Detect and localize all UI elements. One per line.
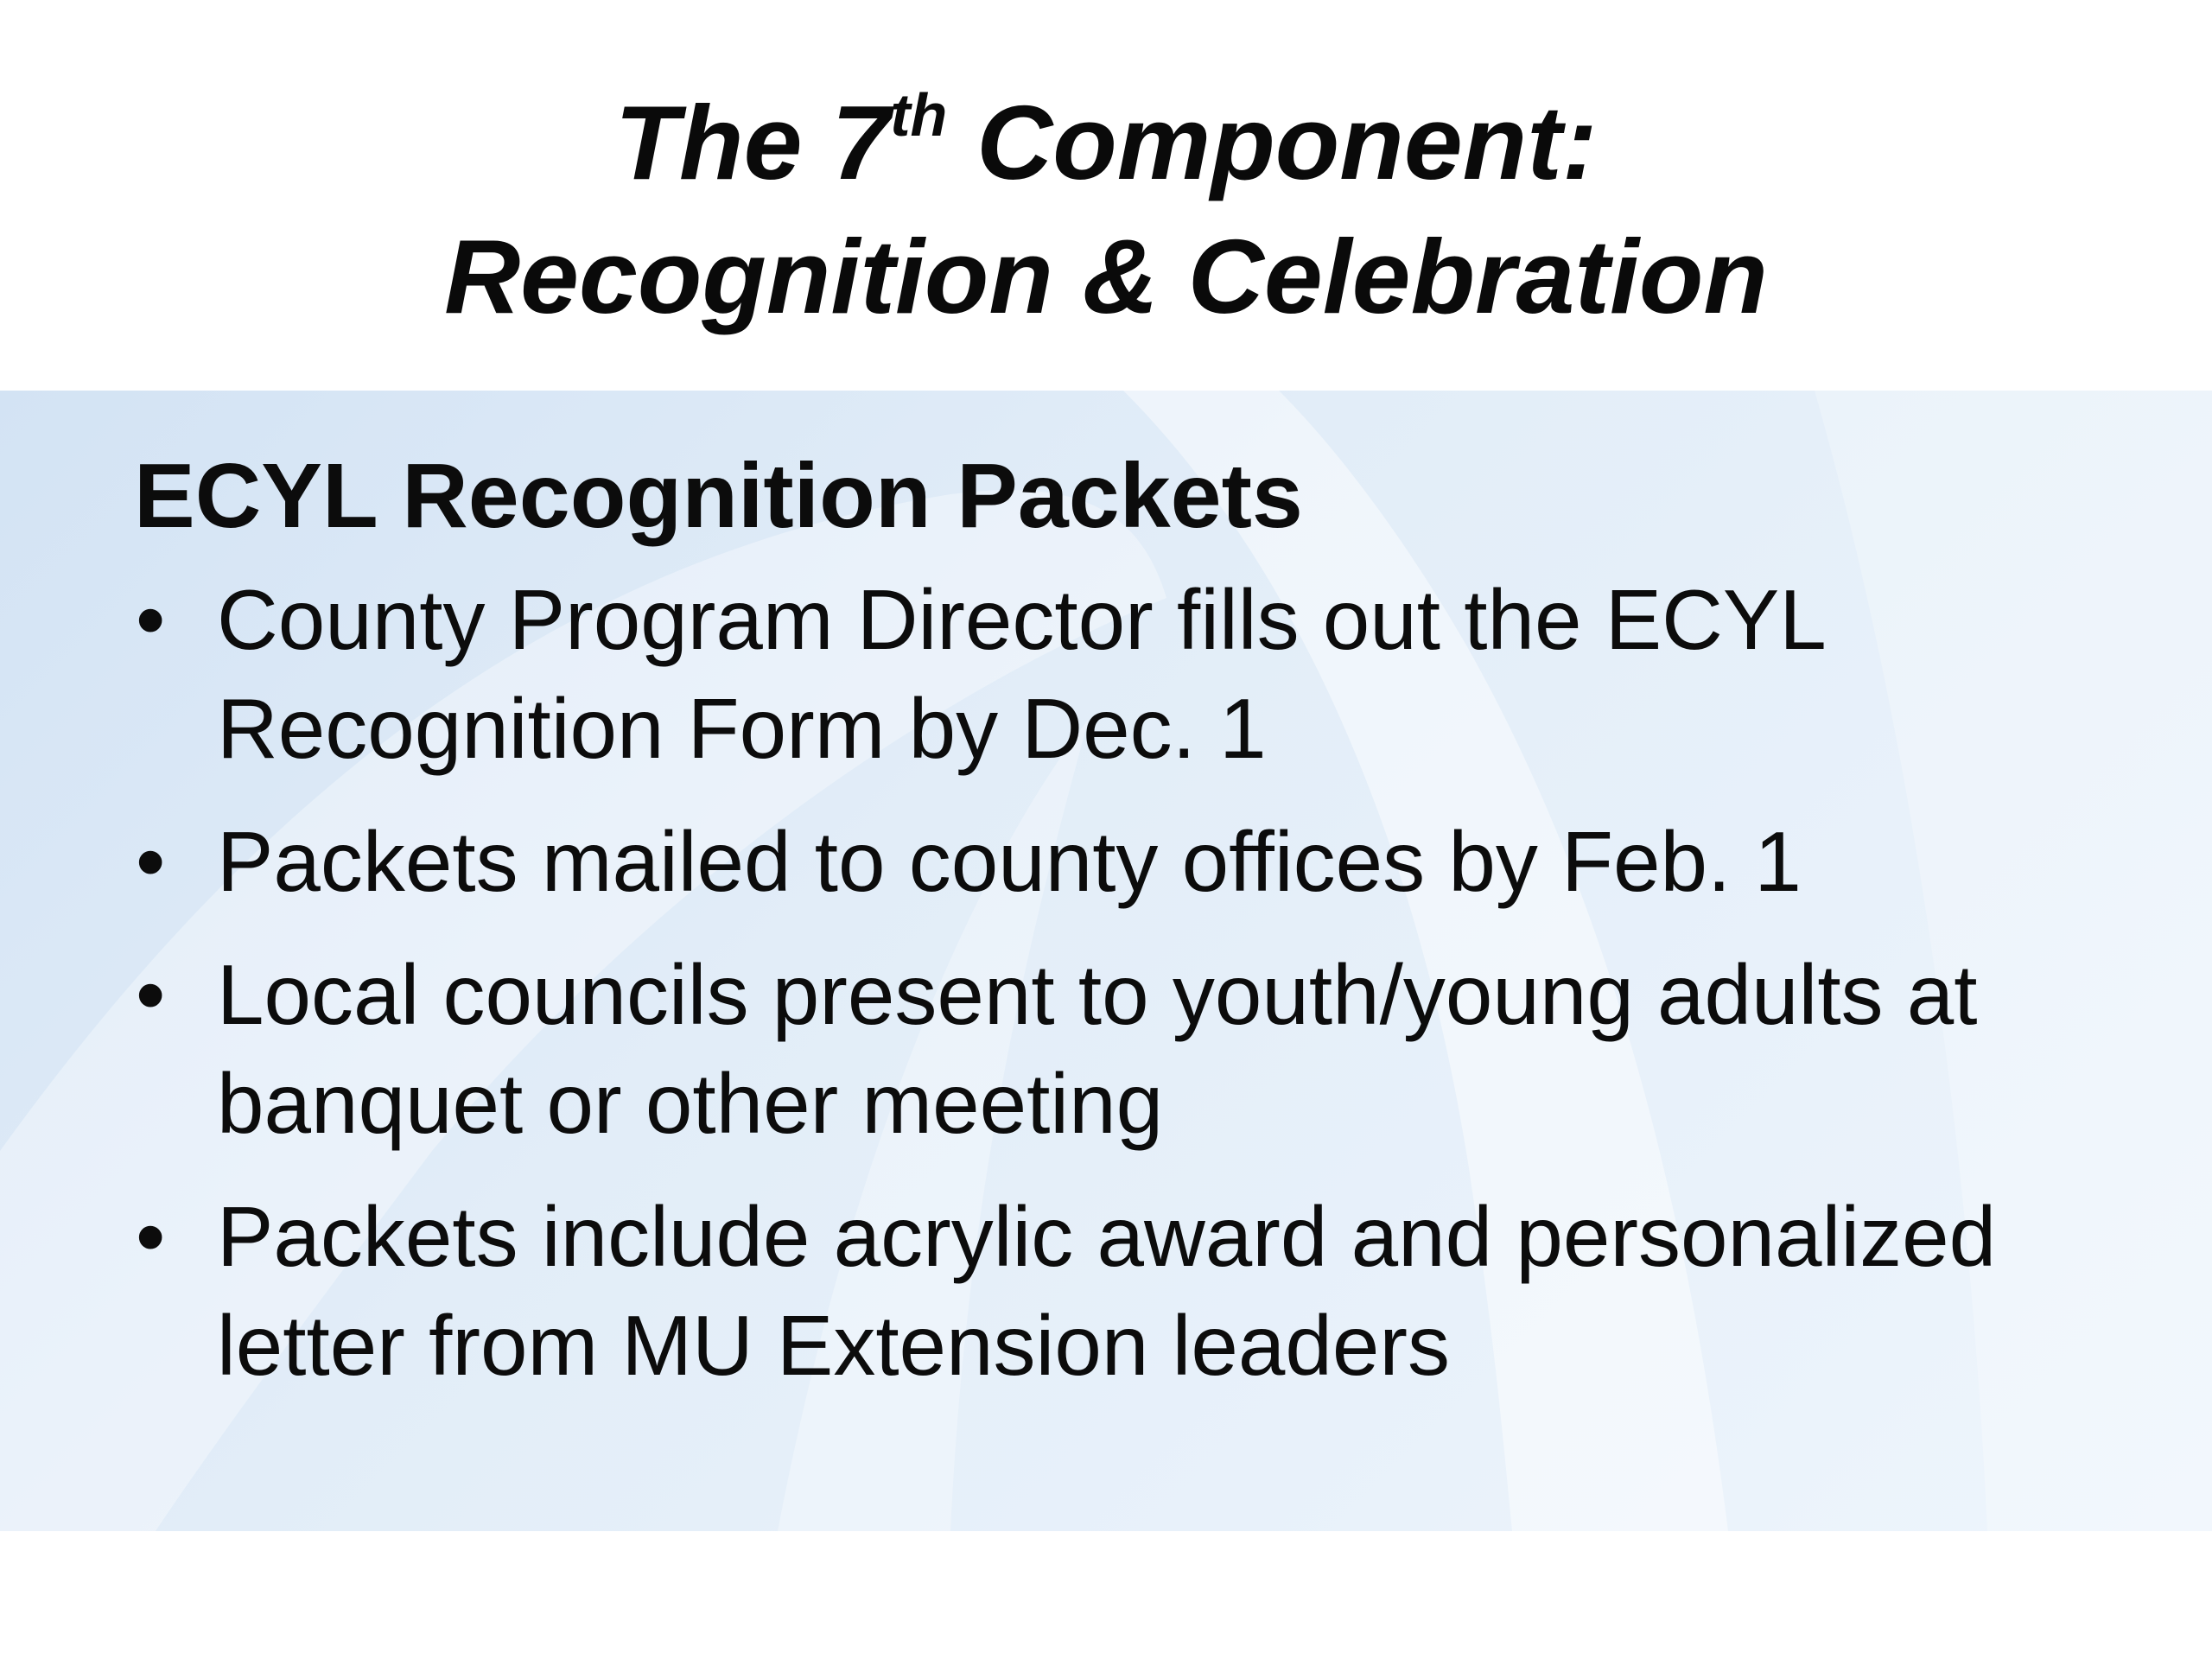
bullet-text: Local councils present to youth/young adults at banquet or other meeting: [217, 947, 1978, 1151]
bullet-dot: •: [136, 1189, 166, 1284]
content-text: [134, 444, 2078, 1424]
bullet-text: Packets mailed to county offices by Feb. 1: [217, 814, 1802, 909]
title-superscript: th: [890, 81, 948, 149]
bullet-item: [134, 1182, 2078, 1400]
section-heading: ECYL Recognition Packets: [134, 445, 1303, 547]
bullet-text: County Program Director fills out the ECYL Recognition Form by Dec. 1: [217, 572, 1824, 776]
bullet-dot: •: [136, 947, 166, 1042]
slide-title-line-2: Recognition & Celebration: [444, 218, 1768, 335]
title-prefix: The 7: [614, 84, 891, 201]
bullet-item: [134, 940, 2078, 1158]
bullet-item: [134, 807, 2078, 916]
bullet-text: Packets include acrylic award and personalized letter from MU Extension leaders: [217, 1189, 1997, 1393]
title-area: [0, 0, 2212, 389]
bullet-dot: •: [136, 814, 166, 909]
slide-title-line-1: [0, 82, 2212, 203]
bullet-dot: •: [136, 572, 166, 667]
title-suffix: Component:: [947, 84, 1598, 201]
content-panel: [0, 391, 2212, 1531]
bullet-list: [134, 565, 2078, 1400]
bullet-item: [134, 565, 2078, 783]
